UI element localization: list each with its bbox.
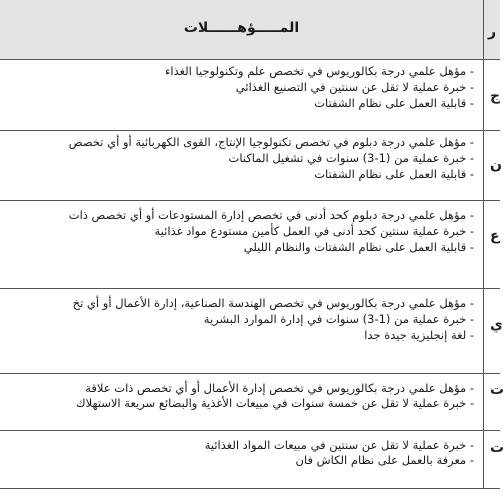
qualification-line: - قابلية العمل على نظام الشفتات xyxy=(314,166,474,181)
qualifications-header: المـــــؤهــــــلات xyxy=(183,20,300,36)
qualification-line: - مؤهل علمي درجة دبلوم في تخصص تكنولوجيا الإنتاج، القوى الكهربائية أو أي تخصص xyxy=(68,135,474,149)
row-border xyxy=(0,373,500,374)
table-header xyxy=(0,0,500,59)
row-border xyxy=(0,200,500,201)
qualification-line: - قابلية العمل على نظام الشفتات xyxy=(314,95,474,110)
qualification-line: - معرفة بالعمل على نظام الكاش فان xyxy=(295,453,474,467)
row-border xyxy=(0,430,500,431)
row-edge-text: ي xyxy=(490,317,503,333)
table-row xyxy=(4,64,474,111)
table-row xyxy=(4,438,474,468)
row-edge-text: ت xyxy=(490,382,504,398)
table-row xyxy=(4,208,474,255)
qualification-line: - خبرة عملية من (1-3) سنوات في إدارة الموارد البشرية xyxy=(203,311,474,326)
qualification-line: - مؤهل علمي درجة بكالوريوس في تخصص علم وتكنولوجيا الغذاء xyxy=(164,64,474,78)
header-edge-text: ر xyxy=(488,24,497,40)
row-edge-text: ج xyxy=(490,88,501,104)
qualification-line: - مؤهل علمي درجة بكالوريوس في تخصص إدارة الأعمال أو أي تخصص ذات علاقة xyxy=(85,381,474,395)
row-edge-text: ع xyxy=(490,228,500,244)
row-border xyxy=(0,59,500,60)
qualification-line: - قابلية العمل على نظام الشفتات والنظام الليلي xyxy=(243,239,474,254)
row-border xyxy=(0,488,500,489)
table-row xyxy=(4,135,474,182)
row-edge-text: ت xyxy=(490,440,504,456)
column-divider xyxy=(483,0,484,488)
qualification-line: - خبرة عملية سنتين كحد أدنى في العمل كأمين مستودع مواد غذائية xyxy=(154,223,474,238)
qualification-line: - خبرة عملية لا تقل عن سنتين في مبيعات المواد الغذائية xyxy=(204,438,474,452)
row-border xyxy=(0,288,500,289)
table-row xyxy=(4,296,474,343)
row-border xyxy=(0,130,500,131)
row-edge-text: ن xyxy=(490,157,502,173)
qualification-line: - مؤهل علمي درجة دبلوم كحد أدنى في تخصص إدارة المستودعات أو أي تخصص ذات xyxy=(68,208,474,222)
qualification-line: - خبرة عملية من (1-3) سنوات في تشغيل الماكنات xyxy=(228,150,474,165)
qualification-line: - لغة إنجليزية جيدة جدا xyxy=(364,327,474,342)
qualification-line: - خبرة عملية لا تقل عن خمسة سنوات في مبيعات الأغذية والبضائع سريعة الاستهلاك xyxy=(76,396,474,410)
qualification-line: - مؤهل علمي درجة بكالوريوس في تخصص الهندسة الصناعية، إدارة الأعمال أو أي تخ xyxy=(72,296,474,310)
qualification-line: - خبرة عملية لا تقل عن سنتين في التصنيع الغذائي xyxy=(235,79,474,94)
table-row xyxy=(4,381,474,411)
